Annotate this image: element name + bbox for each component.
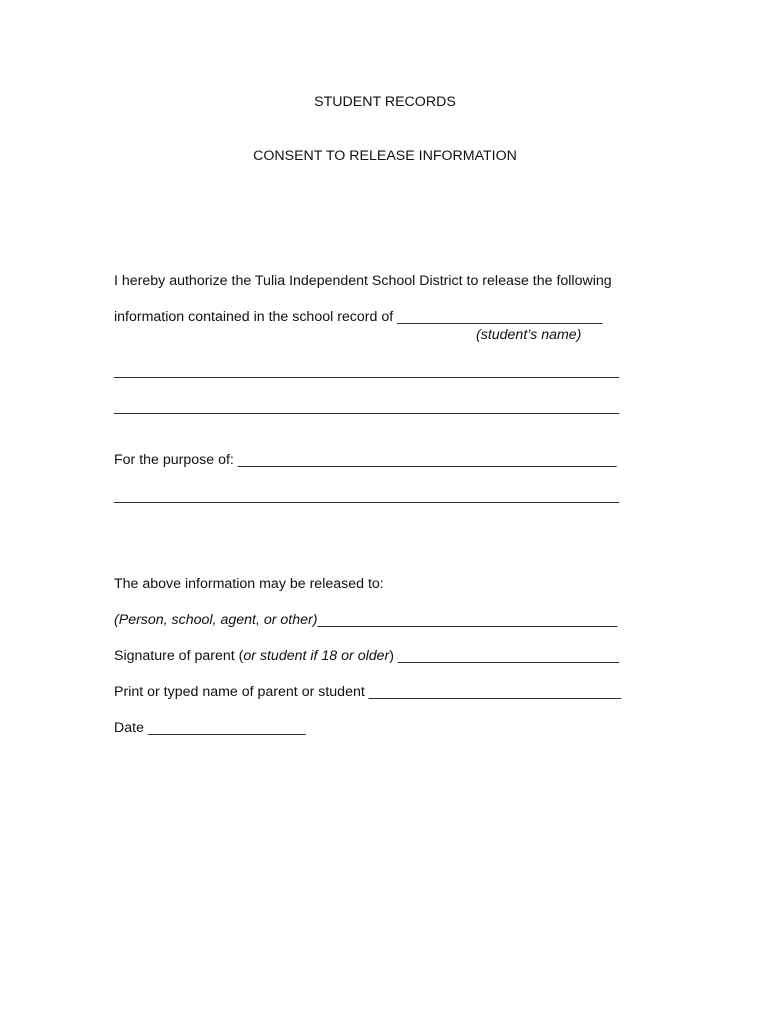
date-label: Date (114, 720, 148, 736)
date-line (114, 720, 306, 737)
form-subtitle: CONSENT TO RELEASE INFORMATION (253, 148, 517, 164)
purpose-line (114, 452, 617, 469)
person-label: (Person, school, agent, or other) (114, 612, 318, 628)
date-field[interactable]: ____________________ (147, 720, 306, 736)
print-name-label: Print or typed name of parent or student (114, 684, 369, 700)
purpose-field[interactable]: ________________________________________________ (237, 452, 617, 468)
print-name-field[interactable]: ________________________________ (368, 684, 622, 700)
person-line (114, 612, 617, 629)
released-to-heading: The above information may be released to: (114, 576, 384, 592)
purpose-blank-line-2[interactable]: ________________________________________________________________ (114, 488, 619, 504)
authorize-line-2 (114, 309, 602, 326)
signature-label-start: Signature of parent ( (114, 648, 244, 664)
signature-label-end: ) (389, 648, 398, 664)
information-blank-line-2[interactable]: ________________________________________________________________ (114, 399, 619, 415)
form-title: STUDENT RECORDS (314, 94, 456, 110)
authorize-line-2-text: information contained in the school record of (114, 309, 398, 325)
information-blank-line-1[interactable]: ________________________________________________________________ (114, 363, 619, 379)
signature-line (114, 648, 619, 665)
person-field[interactable]: ______________________________________ (317, 612, 618, 628)
signature-field[interactable]: ____________________________ (397, 648, 619, 664)
signature-label-italic: or student if 18 or older (243, 648, 390, 664)
print-name-line (114, 684, 621, 701)
purpose-label: For the purpose of: (114, 452, 238, 468)
authorize-line-1: I hereby authorize the Tulia Independent School District to release the following (114, 273, 612, 289)
student-name-field[interactable]: __________________________ (397, 309, 603, 325)
student-name-caption: (student’s name) (476, 327, 582, 343)
